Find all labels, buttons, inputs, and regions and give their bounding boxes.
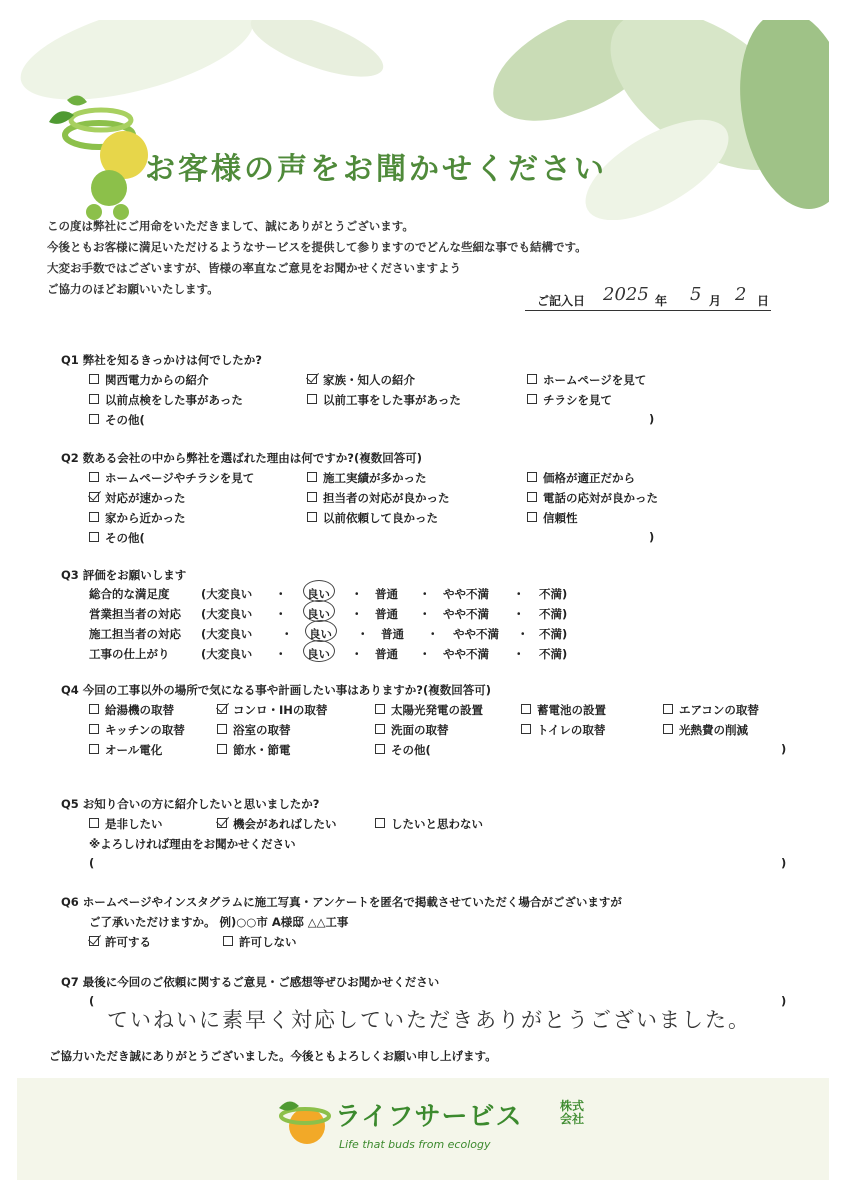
scale-normal[interactable]: 普通 <box>381 627 404 641</box>
scale-dot: ・ <box>513 607 525 621</box>
scale-slightly-unsatisfied[interactable]: やや不満 <box>443 587 489 601</box>
scale-dot: ・ <box>419 647 431 661</box>
q5-reason-open[interactable]: ( <box>89 856 95 870</box>
scale-normal[interactable]: 普通 <box>375 607 398 621</box>
checkbox[interactable] <box>375 744 385 754</box>
q4-option[interactable]: 洗面の取替 <box>375 722 449 738</box>
q7-handwritten-answer: ていねいに素早く対応していただきありがとうございました。 <box>107 1008 751 1032</box>
scale-dot: ・ <box>275 607 287 621</box>
scale-dot: ・ <box>281 627 293 641</box>
scale-very-good[interactable]: (大変良い <box>201 587 253 601</box>
q3-row-label: 施工担当者の対応 <box>89 627 181 641</box>
checkbox[interactable] <box>375 704 385 714</box>
q3-question: Q3 評価をお願いします <box>61 568 187 582</box>
q4-option[interactable]: 浴室の取替 <box>217 722 291 738</box>
q3-row-label: 営業担当者の対応 <box>89 607 181 621</box>
q1-option[interactable]: 以前工事をした事があった <box>307 392 461 408</box>
corp-line: 会社 <box>560 1112 585 1126</box>
selection-circle <box>305 620 337 642</box>
scale-normal[interactable]: 普通 <box>375 647 398 661</box>
q3-row[interactable] <box>89 606 609 624</box>
company-tagline: Life that buds from ecology <box>339 1138 491 1151</box>
closing-thanks: ご協力いただき誠にありがとうございました。今後ともよろしくお願い申し上げます。 <box>49 1049 497 1063</box>
q2-other-close: ) <box>649 530 655 544</box>
q3-row-label: 総合的な満足度 <box>89 587 170 601</box>
checkbox[interactable] <box>217 724 227 734</box>
checkbox[interactable] <box>527 374 537 384</box>
checkbox-checked[interactable] <box>89 492 99 502</box>
page-title: お客様の声をお聞かせください <box>145 152 607 187</box>
scale-good[interactable]: 良い <box>307 587 330 601</box>
q3-row[interactable] <box>89 626 609 644</box>
date-year-unit: 年 <box>655 294 668 308</box>
date-year: 2025 <box>603 284 649 305</box>
scale-dot: ・ <box>275 587 287 601</box>
q1-option[interactable]: チラシを見て <box>527 392 612 408</box>
q2-option[interactable]: 家から近かった <box>89 510 186 526</box>
q4-option[interactable]: キッチンの取替 <box>89 722 185 738</box>
q6-option[interactable]: 許可しない <box>223 934 297 950</box>
scale-very-good[interactable]: (大変良い <box>201 647 253 661</box>
scale-slightly-unsatisfied[interactable]: やや不満 <box>453 627 499 641</box>
q2-question: Q2 数ある会社の中から弊社を選ばれた理由は何ですか?(複数回答可) <box>61 451 422 465</box>
checkbox[interactable] <box>89 818 99 828</box>
checkbox-checked[interactable] <box>89 936 99 946</box>
q5-reason-prompt: ※よろしければ理由をお聞かせください <box>89 837 296 851</box>
q4-option[interactable]: エアコンの取替 <box>663 702 759 718</box>
scale-dot: ・ <box>419 587 431 601</box>
q5-question: Q5 お知り合いの方に紹介したいと思いましたか? <box>61 797 320 811</box>
q4-option[interactable]: コンロ・IHの取替 <box>217 702 327 718</box>
q1-question: Q1 弊社を知るきっかけは何でしたか? <box>61 353 262 367</box>
checkbox-checked[interactable] <box>217 818 227 828</box>
scale-slightly-unsatisfied[interactable]: やや不満 <box>443 647 489 661</box>
intro-line: この度は弊社にご用命をいただきまして、誠にありがとうございます。 <box>47 219 414 233</box>
checkbox[interactable] <box>521 704 531 714</box>
checkbox[interactable] <box>89 704 99 714</box>
checkbox[interactable] <box>307 512 317 522</box>
scale-very-good[interactable]: (大変良い <box>201 607 253 621</box>
q3-row-label: 工事の仕上がり <box>89 647 170 661</box>
scale-slightly-unsatisfied[interactable]: やや不満 <box>443 607 489 621</box>
checkbox-checked[interactable] <box>307 374 317 384</box>
q5-reason-close: ) <box>781 856 787 870</box>
scale-unsatisfied[interactable]: 不満) <box>539 647 568 661</box>
q4-option[interactable]: 蓄電池の設置 <box>521 702 606 718</box>
q7-open[interactable]: ( <box>89 994 95 1008</box>
q4-option-other[interactable]: その他( <box>375 742 431 758</box>
q2-option[interactable]: 電話の応対が良かった <box>527 490 658 506</box>
intro-text <box>47 216 587 300</box>
checkbox[interactable] <box>521 724 531 734</box>
q1-other-close: ) <box>649 412 655 426</box>
q4-option[interactable]: トイレの取替 <box>521 722 605 738</box>
intro-line: 大変お手数ではございますが、皆様の率直なご意見をお聞かせくださいますよう <box>47 261 461 275</box>
scale-good[interactable]: 良い <box>307 647 330 661</box>
survey-sheet <box>17 20 829 1180</box>
q5-option[interactable]: 是非したい <box>89 816 163 832</box>
scale-dot: ・ <box>513 647 525 661</box>
q1-option[interactable]: ホームページを見て <box>527 372 646 388</box>
scale-dot: ・ <box>419 607 431 621</box>
q5-option[interactable]: したいと思わない <box>375 816 483 832</box>
checkbox[interactable] <box>663 704 673 714</box>
q3-row[interactable] <box>89 646 609 664</box>
scale-unsatisfied[interactable]: 不満) <box>539 607 568 621</box>
scale-good[interactable]: 良い <box>309 627 332 641</box>
q4-option[interactable]: 節水・節電 <box>217 742 291 758</box>
checkbox[interactable] <box>89 414 99 424</box>
q2-option[interactable]: 信頼性 <box>527 510 578 526</box>
checkbox[interactable] <box>307 394 317 404</box>
scale-unsatisfied[interactable]: 不満) <box>539 627 568 641</box>
selection-circle <box>303 600 335 622</box>
selection-circle <box>303 580 335 602</box>
q2-option[interactable]: 施工実績が多かった <box>307 470 427 486</box>
checkbox-checked[interactable] <box>217 704 227 714</box>
company-name: ライフサービス <box>335 1102 523 1132</box>
q2-option[interactable]: 以前依頼して良かった <box>307 510 438 526</box>
q4-option[interactable]: 光熱費の削減 <box>663 722 748 738</box>
scale-normal[interactable]: 普通 <box>375 587 398 601</box>
checkbox[interactable] <box>663 724 673 734</box>
q7-question: Q7 最後に今回のご依頼に関するご意見・ご感想等ぜひお聞かせください <box>61 975 440 989</box>
scale-unsatisfied[interactable]: 不満) <box>539 587 568 601</box>
checkbox[interactable] <box>89 744 99 754</box>
q2-option[interactable]: 価格が適正だから <box>527 470 635 486</box>
q1-option[interactable]: 以前点検をした事があった <box>89 392 243 408</box>
q1-option[interactable]: 家族・知人の紹介 <box>307 372 415 388</box>
q2-option[interactable]: 対応が速かった <box>89 490 186 506</box>
checkbox[interactable] <box>527 472 537 482</box>
selection-circle <box>303 640 335 662</box>
q4-option[interactable]: 給湯機の取替 <box>89 702 174 718</box>
q1-option-other[interactable]: その他( <box>89 412 145 428</box>
company-logo-icon <box>275 1094 331 1146</box>
checkbox[interactable] <box>527 512 537 522</box>
checkbox[interactable] <box>89 724 99 734</box>
checkbox[interactable] <box>307 472 317 482</box>
scale-dot: ・ <box>513 587 525 601</box>
date-day-unit: 日 <box>757 294 770 308</box>
q7-close: ) <box>781 994 787 1008</box>
checkbox[interactable] <box>527 492 537 502</box>
date-label: ご記入日 <box>537 294 586 308</box>
q4-question: Q4 今回の工事以外の場所で気になる事や計画したい事はありますか?(複数回答可) <box>61 683 491 697</box>
checkbox[interactable] <box>217 744 227 754</box>
corp-line: 株式 <box>560 1099 585 1113</box>
intro-line: ご協力のほどお願いいたします。 <box>47 282 219 296</box>
date-month-unit: 月 <box>709 294 722 308</box>
scale-dot: ・ <box>357 627 369 641</box>
q4-option[interactable]: 太陽光発電の設置 <box>375 702 483 718</box>
scale-dot: ・ <box>351 587 363 601</box>
checkbox[interactable] <box>89 532 99 542</box>
company-corp-suffix <box>560 1100 584 1126</box>
q3-row[interactable] <box>89 586 609 604</box>
q2-option[interactable]: ホームページやチラシを見て <box>89 470 254 486</box>
checkbox[interactable] <box>89 394 99 404</box>
q1-option[interactable]: 関西電力からの紹介 <box>89 372 209 388</box>
checkbox[interactable] <box>527 394 537 404</box>
scale-dot: ・ <box>351 647 363 661</box>
scale-dot: ・ <box>517 627 529 641</box>
q2-option-other[interactable]: その他( <box>89 530 145 546</box>
q5-option[interactable]: 機会があればしたい <box>217 816 337 832</box>
date-day: 2 <box>735 284 747 305</box>
intro-line: 今後ともお客様に満足いただけるようなサービスを提供して参りますのでどんな些細な事でも結構です。 <box>47 240 587 254</box>
scale-dot: ・ <box>351 607 363 621</box>
date-field[interactable] <box>525 284 771 311</box>
date-month: 5 <box>690 284 702 305</box>
checkbox[interactable] <box>89 512 99 522</box>
q6-question: Q6 ホームページやインスタグラムに施工写真・アンケートを匿名で掲載させていただく場合がございますが <box>61 895 622 909</box>
scale-very-good[interactable]: (大変良い <box>201 627 253 641</box>
q2-option[interactable]: 担当者の対応が良かった <box>307 490 450 506</box>
checkbox[interactable] <box>89 472 99 482</box>
checkbox[interactable] <box>223 936 233 946</box>
scale-dot: ・ <box>427 627 439 641</box>
scale-good[interactable]: 良い <box>307 607 330 621</box>
scale-dot: ・ <box>275 647 287 661</box>
checkbox[interactable] <box>307 492 317 502</box>
checkbox[interactable] <box>375 724 385 734</box>
checkbox[interactable] <box>89 374 99 384</box>
mascot-illustration <box>39 60 149 220</box>
q4-other-close: ) <box>781 742 787 756</box>
q6-question-example: ご了承いただけますか。 例)○○市 A様邸 △△工事 <box>89 915 349 929</box>
q4-option[interactable]: オール電化 <box>89 742 162 758</box>
q6-option[interactable]: 許可する <box>89 934 151 950</box>
checkbox[interactable] <box>375 818 385 828</box>
